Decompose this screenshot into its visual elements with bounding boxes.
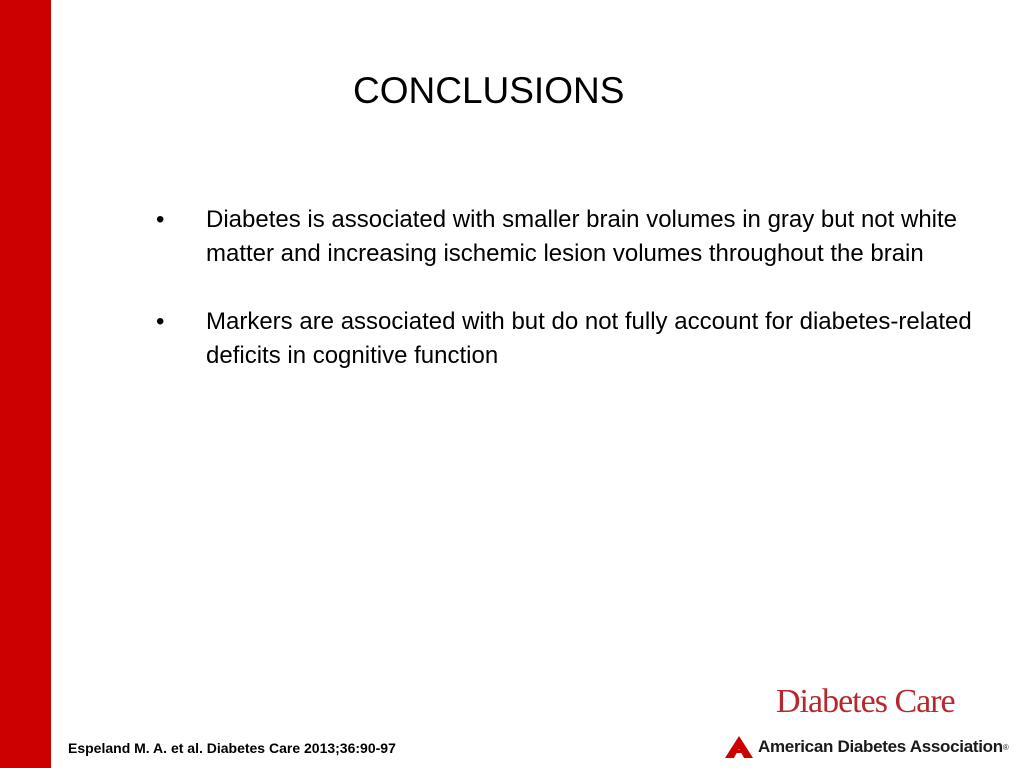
bullet-text: Markers are associated with but do not fully account for diabetes-related deficits in cognitive function bbox=[206, 308, 972, 369]
ada-logo bbox=[724, 735, 1009, 759]
red-sidebar-bar bbox=[0, 0, 51, 768]
diabetes-care-logo: Diabetes Care bbox=[776, 683, 955, 720]
bullet-text: Diabetes is associated with smaller brain volumes in gray but not white matter and increasing ischemic lesion volumes throughout the brain bbox=[206, 206, 958, 267]
ada-name: American Diabetes Association bbox=[758, 737, 1003, 756]
bullet-item bbox=[150, 305, 980, 373]
registered-mark: ® bbox=[1002, 742, 1009, 752]
citation: Espeland M. A. et al. Diabetes Care 2013;36:90-97 bbox=[68, 740, 396, 756]
bullet-list bbox=[150, 203, 980, 407]
bullet-marker: • bbox=[156, 308, 165, 335]
slide-title: CONCLUSIONS bbox=[353, 70, 625, 111]
ada-triangle-icon bbox=[724, 735, 754, 759]
bullet-marker: • bbox=[156, 206, 165, 233]
bullet-item bbox=[150, 203, 980, 271]
